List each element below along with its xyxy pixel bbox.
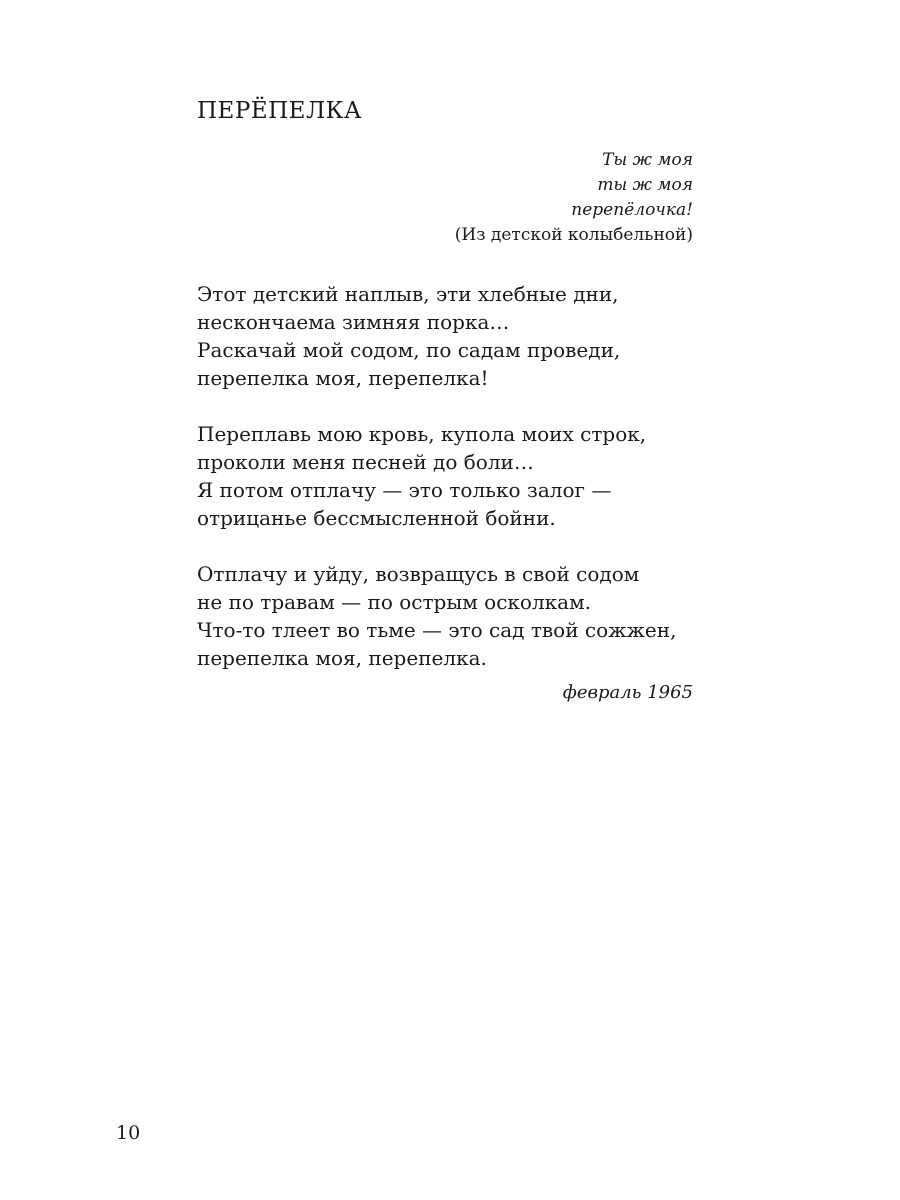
- verse-line: Что-то тлеет во тьме — это сад твой сожжен,: [197, 618, 677, 642]
- verse-line: отрицанье бессмысленной бойни.: [197, 506, 556, 530]
- verse-line: перепелка моя, перепелка!: [197, 366, 489, 390]
- verse-line: не по травам — по острым осколкам.: [197, 590, 591, 614]
- stanza-2: [197, 420, 717, 532]
- verse-line: Этот детский наплыв, эти хлебные дни,: [197, 282, 619, 306]
- poem-date: февраль 1965: [562, 682, 693, 703]
- verse-line: перепелка моя, перепелка.: [197, 646, 487, 670]
- epigraph-source: (Из детской колыбельной): [454, 225, 693, 245]
- verse-line: Отплачу и уйду, возвращусь в свой содом: [197, 562, 640, 586]
- verse-line: Я потом отплачу — это только залог —: [197, 478, 612, 502]
- verse-line: проколи меня песней до боли…: [197, 450, 534, 474]
- verse-line: Раскачай мой содом, по садам проведи,: [197, 338, 621, 362]
- epigraph-line: Ты ж моя: [602, 150, 693, 170]
- epigraph-line: ты ж моя: [597, 175, 693, 195]
- stanza-1: [197, 280, 717, 392]
- stanza-3: [197, 560, 717, 672]
- epigraph-line: перепёлочка!: [571, 200, 693, 220]
- page-number: 10: [116, 1122, 141, 1144]
- poem-title: ПЕРЁПЕЛКА: [197, 98, 362, 124]
- verse-line: нескончаема зимняя порка…: [197, 310, 510, 334]
- epigraph: [380, 148, 693, 248]
- verse-line: Переплавь мою кровь, купола моих строк,: [197, 422, 647, 446]
